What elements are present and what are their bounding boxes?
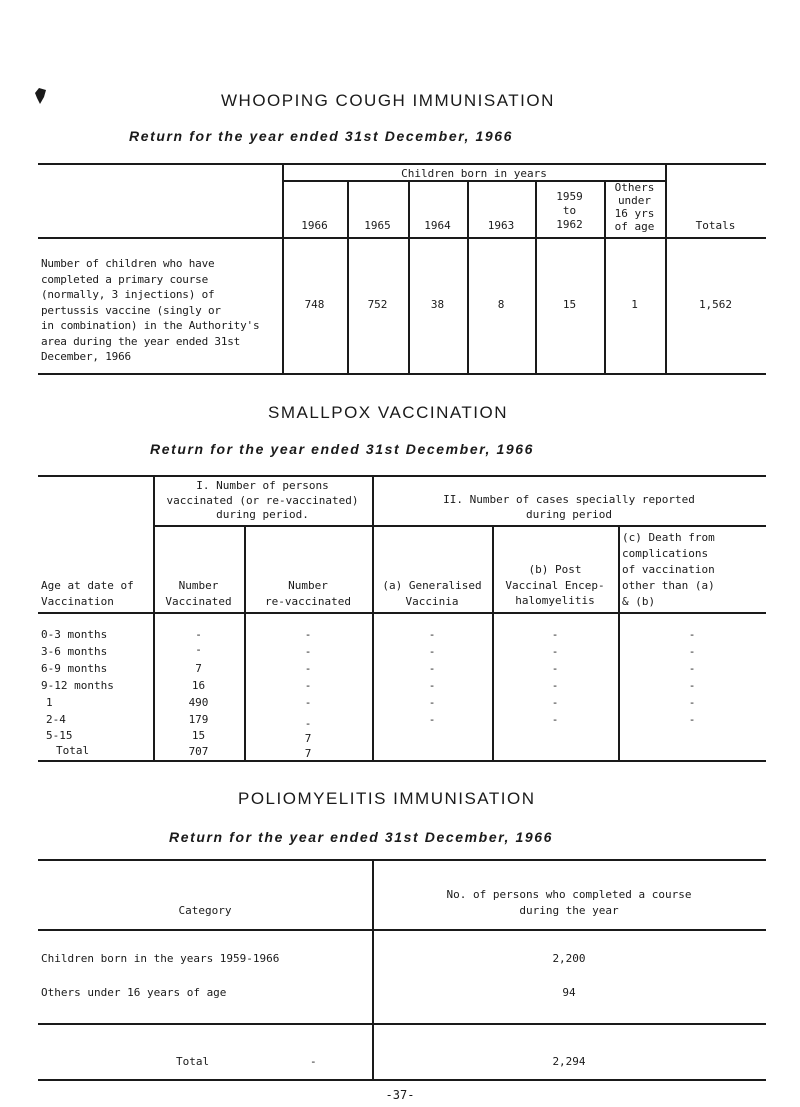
col-b-cell: - xyxy=(551,679,559,692)
age-cell: 5-15 xyxy=(46,729,73,742)
year-header: 1963 xyxy=(487,219,515,232)
col-b-cell: - xyxy=(551,696,559,709)
revaccinated-cell: - xyxy=(304,679,312,692)
vaccinated-cell: - xyxy=(195,628,202,641)
totals-header: Totals xyxy=(695,219,736,232)
count-cell: 94 xyxy=(562,986,576,999)
vaccinated-cell: 16 xyxy=(191,679,206,692)
value-cell: 748 xyxy=(304,298,325,311)
age-cell: 9-12 months xyxy=(41,679,114,692)
col-b-cell: - xyxy=(551,645,559,658)
col-c-cell: - xyxy=(688,645,696,658)
total-dash: - xyxy=(310,1055,317,1068)
value-cell: 15 xyxy=(562,298,577,311)
revaccinated-cell: 7 xyxy=(304,732,312,745)
year-header: 1965 xyxy=(364,219,391,232)
vaccinated-total: 707 xyxy=(188,745,209,758)
group1-header: I. Number of persons vaccinated (or re-vaccinated) during period. xyxy=(166,479,359,521)
value-cell: 752 xyxy=(367,298,388,311)
col-c-cell: - xyxy=(688,662,696,675)
year-header: Others under 16 yrs of age xyxy=(614,181,655,233)
category-cell: Children born in the years 1959-1966 xyxy=(41,952,280,965)
vaccinated-cell: - xyxy=(195,643,202,656)
group2-header: II. Number of cases specially reported during period xyxy=(443,493,695,521)
whooping-subtitle: Return for the year ended 31st December, 1966 xyxy=(129,128,514,144)
age-cell: 6-9 months xyxy=(41,662,108,675)
year-header: 1966 xyxy=(301,219,328,232)
total-value: 2,294 xyxy=(552,1055,586,1068)
generalised-vaccinia-header: (a) Generalised Vaccinia xyxy=(382,579,482,608)
revaccinated-cell: - xyxy=(304,662,312,675)
group-header: Children born in years xyxy=(401,167,547,180)
col-a-cell: - xyxy=(428,713,436,726)
age-header: Age at date of Vaccination xyxy=(41,579,134,608)
col-b-cell: - xyxy=(551,662,559,675)
count-header: No. of persons who completed a course during the year xyxy=(446,888,692,917)
vaccinated-header: Number Vaccinated xyxy=(165,579,232,608)
death-complications-header: (c) Death from complications of vaccination other than (a) & (b) xyxy=(622,531,715,608)
scan-mark-icon xyxy=(34,88,47,104)
year-header: 1964 xyxy=(424,219,451,232)
revaccinated-cell: - xyxy=(304,696,312,709)
vaccinated-cell: 179 xyxy=(188,713,209,726)
col-b-cell: - xyxy=(551,713,559,726)
year-header: 1959 to 1962 xyxy=(556,190,583,231)
post-vaccinal-header: (b) Post Vaccinal Encep- halomyelitis xyxy=(505,563,605,607)
revaccinated-cell: - xyxy=(304,717,312,730)
value-cell: 38 xyxy=(430,298,445,311)
revaccinated-total: 7 xyxy=(304,747,312,760)
smallpox-subtitle: Return for the year ended 31st December, 1966 xyxy=(150,441,535,457)
col-c-cell: - xyxy=(688,679,696,692)
col-a-cell: - xyxy=(428,696,436,709)
value-cell: 8 xyxy=(497,298,505,311)
col-a-cell: - xyxy=(428,645,436,658)
polio-subtitle: Return for the year ended 31st December, 1966 xyxy=(169,829,554,845)
col-a-cell: - xyxy=(428,628,436,641)
vaccinated-cell: 15 xyxy=(191,729,206,742)
col-a-cell: - xyxy=(428,662,436,675)
total-label: Total xyxy=(176,1055,210,1068)
total-cell: 1,562 xyxy=(698,298,733,311)
age-cell: 3-6 months xyxy=(41,645,108,658)
polio-title: POLIOMYELITIS IMMUNISATION xyxy=(238,789,536,808)
revaccinated-cell: - xyxy=(304,628,312,641)
age-cell: 1 xyxy=(46,696,53,709)
age-cell: 2-4 xyxy=(46,713,66,726)
total-label: Total xyxy=(56,744,90,757)
row-label: Number of children who have completed a primary course (normally, 3 injections) of pertussis vaccine (singly or in combination) in the Authority's area during the year ended 31st December, 1966 xyxy=(41,257,260,363)
page-number: -37- xyxy=(385,1088,415,1102)
col-a-cell: - xyxy=(428,679,436,692)
value-cell: 1 xyxy=(631,298,638,311)
smallpox-title: SMALLPOX VACCINATION xyxy=(268,403,509,422)
count-cell: 2,200 xyxy=(552,952,586,965)
whooping-title: WHOOPING COUGH IMMUNISATION xyxy=(221,91,555,110)
vaccinated-cell: 7 xyxy=(195,662,202,675)
category-cell: Others under 16 years of age xyxy=(41,986,227,999)
age-cell: 0-3 months xyxy=(41,628,108,641)
col-b-cell: - xyxy=(551,628,559,641)
vaccinated-cell: 490 xyxy=(188,696,209,709)
category-header: Category xyxy=(178,904,232,917)
revaccinated-cell: - xyxy=(304,645,312,658)
col-c-cell: - xyxy=(688,696,696,709)
col-c-cell: - xyxy=(688,713,696,726)
revaccinated-header: Number re-vaccinated xyxy=(264,579,352,608)
col-c-cell: - xyxy=(688,628,696,641)
